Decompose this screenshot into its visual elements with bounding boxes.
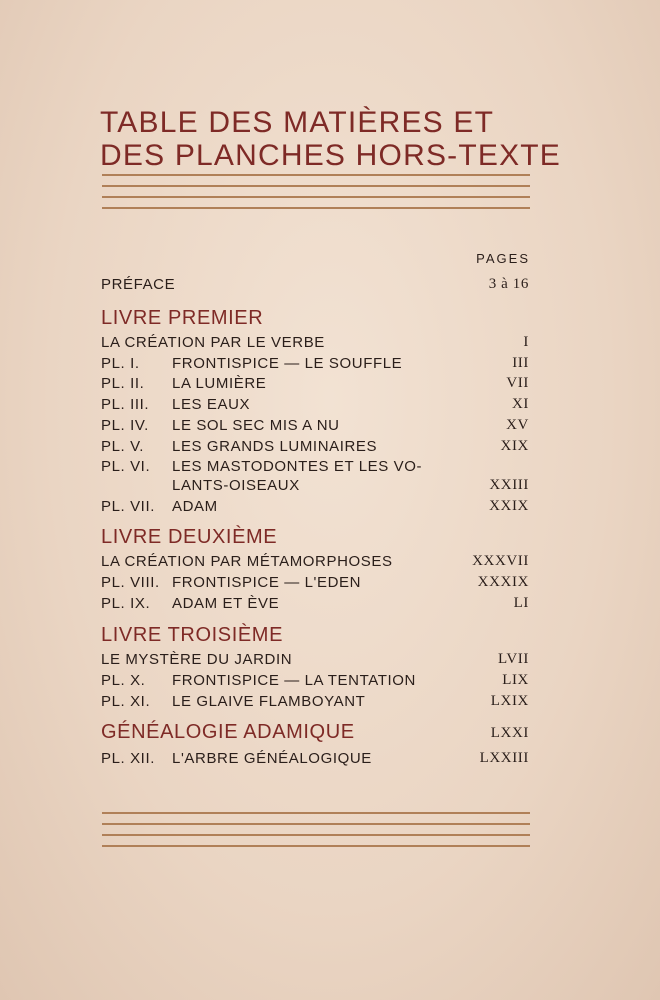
- entry-page: XXXVII: [472, 553, 529, 569]
- rule-line: [102, 823, 530, 825]
- entry-label: LA CRÉATION PAR MÉTAMORPHOSES: [101, 553, 393, 570]
- entry-label: FRONTISPICE — LA TENTATION: [172, 672, 416, 689]
- entry-page: LIX: [502, 672, 529, 688]
- section-title: GÉNÉALOGIE ADAMIQUE: [101, 721, 355, 743]
- entry-page: 3 à 16: [488, 276, 529, 292]
- decorative-rules-bottom: [102, 812, 530, 856]
- title-line-2: DES PLANCHES HORS-TEXTE: [100, 139, 562, 172]
- entry-page: XXIX: [489, 498, 529, 514]
- entry-label: LES EAUX: [172, 396, 251, 413]
- entry-label: L'ARBRE GÉNÉALOGIQUE: [172, 750, 372, 767]
- plate-number: PL. VIII.: [101, 574, 160, 591]
- plate-number: PL. XI.: [101, 693, 151, 710]
- section-title: LIVRE TROISIÈME: [101, 624, 284, 646]
- section-heading-livre-troisieme: [101, 624, 529, 647]
- entry-label: FRONTISPICE — LE SOUFFLE: [172, 355, 403, 372]
- entry-page: XI: [511, 396, 529, 412]
- title-line-1: TABLE DES MATIÈRES ET: [100, 106, 495, 139]
- section-heading-genealogie: [101, 721, 529, 744]
- entry-page: I: [523, 334, 529, 350]
- pages-column-heading: PAGES: [476, 251, 530, 266]
- entry-page: VII: [506, 375, 529, 391]
- entry-label: PRÉFACE: [101, 276, 176, 293]
- plate-number: PL. VII.: [101, 498, 155, 515]
- entry-label: ADAM ET ÈVE: [172, 595, 280, 612]
- entry-label: FRONTISPICE — L'EDEN: [172, 574, 362, 591]
- page-title: [100, 106, 562, 172]
- entry-page: III: [512, 355, 529, 371]
- section-title: LIVRE PREMIER: [101, 307, 264, 329]
- entry-page: XXIII: [489, 477, 529, 493]
- rule-line: [102, 196, 530, 198]
- entry-page: LVII: [497, 651, 529, 667]
- rule-line: [102, 174, 530, 176]
- entry-label-continued: LANTS-OISEAUX: [172, 477, 300, 494]
- plate-number: PL. III.: [101, 396, 150, 413]
- entry-label: LE SOL SEC MIS A NU: [172, 417, 340, 434]
- entry-label: LES MASTODONTES ET LES VO-: [172, 458, 423, 475]
- rule-line: [102, 834, 530, 836]
- rule-line: [102, 185, 530, 187]
- entry-page: LI: [513, 595, 529, 611]
- entry-page: XV: [506, 417, 529, 433]
- plate-number: PL. II.: [101, 375, 145, 392]
- entry-page: LXIX: [490, 693, 529, 709]
- entry-label: LE GLAIVE FLAMBOYANT: [172, 693, 366, 710]
- entry-label: LA LUMIÈRE: [172, 375, 267, 392]
- plate-number: PL. I.: [101, 355, 140, 372]
- section-heading-livre-deuxieme: [101, 526, 529, 549]
- section-title: LIVRE DEUXIÈME: [101, 526, 278, 548]
- plate-number: PL. VI.: [101, 458, 151, 475]
- entry-label: LE MYSTÈRE DU JARDIN: [101, 651, 293, 668]
- plate-number: PL. IX.: [101, 595, 151, 612]
- plate-number: PL. V.: [101, 438, 145, 455]
- plate-number: PL. IV.: [101, 417, 149, 434]
- entry-label: LA CRÉATION PAR LE VERBE: [101, 334, 325, 351]
- rule-line: [102, 207, 530, 209]
- entry-page: LXXI: [490, 725, 529, 741]
- plate-number: PL. X.: [101, 672, 146, 689]
- entry-page: XXXIX: [477, 574, 529, 590]
- entry-label: ADAM: [172, 498, 218, 515]
- decorative-rules-top: [102, 174, 530, 218]
- entry-page: XIX: [500, 438, 529, 454]
- rule-line: [102, 812, 530, 814]
- entry-label: LES GRANDS LUMINAIRES: [172, 438, 378, 455]
- rule-line: [102, 845, 530, 847]
- plate-number: PL. XII.: [101, 750, 155, 767]
- section-heading-livre-premier: [101, 307, 529, 330]
- entry-page: LXXIII: [479, 750, 529, 766]
